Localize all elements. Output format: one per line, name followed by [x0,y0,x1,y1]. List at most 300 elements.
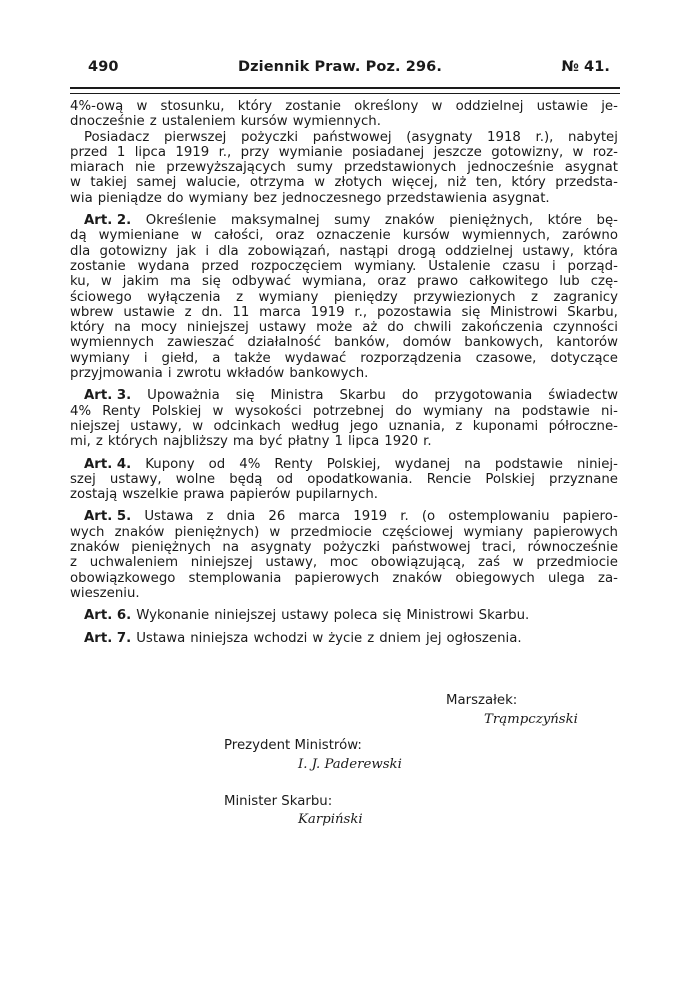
text-line [70,540,618,555]
word: stosunku, [160,99,225,114]
word: zobowiązań, [247,243,331,259]
word: pieniądze [97,190,162,206]
word: samej [136,175,177,191]
word: ustawy, [109,471,162,487]
word: 1 [334,434,343,450]
word: dla [70,243,91,259]
word: całości, [213,228,264,244]
word: w [136,99,148,114]
word: zostanie [70,258,126,274]
word: przyjmowania [70,366,163,382]
word: r.), [535,129,554,145]
word: który [511,175,546,191]
word: w [100,274,112,290]
word: przed [201,258,239,274]
word: szej [70,471,96,487]
marshal-title: Marszałek: [446,693,518,708]
word: maksymalnej [230,213,320,229]
word: wkładów [226,366,285,382]
word: wymieniane [98,228,180,244]
word: w [269,524,281,540]
word: Wykonanie [136,608,210,624]
word: otrzyma [249,175,305,191]
word: jego [349,418,379,434]
word: do [395,403,412,419]
paragraph-gap [70,502,618,509]
word: dą [70,228,87,244]
word: 4% [70,403,92,419]
word: bez [253,190,277,206]
word: zostanie [285,99,341,114]
word: dnocześnie [70,114,145,130]
word: potrzebnej [312,403,385,419]
word: asygnat. [492,190,550,206]
word: uznania, [388,418,445,434]
word: ustawy, [265,555,318,571]
word: porząd- [567,258,618,274]
article-7 [70,631,618,646]
word: zagranicy [553,289,618,305]
word: pierwszej [163,129,227,145]
word: oddzielnej [445,243,514,259]
text-line [70,351,618,366]
word: odcinkach [213,418,281,434]
paragraph-gap [70,381,618,388]
word: od [276,471,294,487]
word: wysokości [234,403,302,419]
word: ogłoszenia. [446,630,522,646]
word: półroczne- [548,418,618,434]
word: jeszcze [433,144,482,160]
word: wydanej [394,456,451,472]
word: przywiezionych [413,289,516,305]
word: miarach [70,160,125,176]
premier-signature: I. J. Paderewski [298,757,402,772]
word: zaś [478,555,501,571]
word: obiegowych [455,570,535,586]
word: częściowej [381,524,454,540]
word: więcej, [391,175,438,191]
word: Skarbu, [567,304,618,320]
word: życie [328,630,363,646]
word: 1 [116,144,126,160]
article-3 [70,388,618,449]
text-line [70,419,618,434]
text-line [70,228,618,243]
word: niż [447,175,467,191]
word: mi, [70,434,91,450]
word: wymiany [463,524,524,540]
word: pupilarnych. [295,487,379,503]
word: z [184,304,192,320]
word: sumy [334,213,371,229]
word: przy [240,144,270,160]
word: przyznane [549,471,618,487]
word: pieniężnych) [174,524,260,540]
word: drogą [397,243,436,259]
text-line [70,434,618,449]
word: wieszeniu. [70,585,140,601]
word: wbrew [70,304,114,320]
word: ustawy, [522,243,574,259]
word: Ministrowi [406,608,474,624]
document-body [70,99,618,646]
word: wia [70,190,93,206]
word: wymiana, [302,274,367,290]
text-line [70,290,618,305]
word: r. [423,434,432,450]
text-line [70,366,618,381]
word: Określenie [145,213,217,229]
text-line [70,509,618,524]
word: dniem [379,630,421,646]
word: jej [425,630,442,646]
word: się [235,388,255,404]
word: wych [70,524,105,540]
page-header [70,57,618,79]
word: chwili [413,320,452,336]
word: Posiadacz [84,129,150,145]
word: marca [298,509,341,525]
text-line [70,571,618,586]
word: przedmiocie [290,524,372,540]
word: papierowych [533,524,618,540]
word: r., [354,304,368,320]
word: ulega [547,570,585,586]
word: w [512,555,524,571]
word: dotyczące [550,350,618,366]
word: wyłączenia [147,289,221,305]
word: 4%-ową [70,99,124,114]
article-6 [70,608,618,623]
word: do [387,320,404,336]
word: zarówno [562,228,618,244]
text-line [70,130,618,145]
word: także [234,350,271,366]
word: poleca [333,608,378,624]
word: kursów [240,114,288,130]
word: aż [362,320,378,336]
word: się [461,304,481,320]
word: pożyczki [240,129,299,145]
word: uchwaleniem [89,555,179,571]
word: lipca [347,434,380,450]
word: pieniężnych [131,540,211,556]
word: Polskiej [151,403,202,419]
word: giełd, [161,350,199,366]
article-5 [70,509,618,601]
word: z [70,555,77,571]
word: oddzielnej [455,99,524,114]
premier-title: Prezydent Ministrów: [224,738,362,753]
word: wymiennych. [292,114,381,130]
treasury-minister-title: Minister Skarbu: [224,794,333,809]
word: bę- [596,213,618,229]
text-line [70,320,618,335]
word: nastąpi [339,243,389,259]
text-line [70,259,618,274]
word: i [551,258,556,274]
word: lipca [134,144,166,160]
text-line [70,555,618,570]
word: w [572,144,584,160]
word: równocześnie [527,540,618,556]
word: Ustawa [136,630,186,646]
word: takiej [90,175,127,191]
word: ten, [475,175,502,191]
word: najbliższy [162,434,228,450]
word: wymiany [422,403,483,419]
word: z [531,289,539,305]
word: kantorów [556,335,618,351]
word: wymianie [278,144,343,160]
word: na [494,403,511,419]
header-rule-thin [70,93,620,94]
word: kuponami [472,418,539,434]
word: jak [176,243,197,259]
text-line [70,274,618,289]
word: (o [421,509,436,525]
article-heading: Art. 3. [84,388,132,404]
word: niniej- [576,456,618,472]
word: je- [601,99,618,114]
word: wolne [175,471,216,487]
word: niniejszej [190,555,253,571]
word: bankowych, [464,335,544,351]
word: niejszej [70,418,120,434]
word: asygnat [564,160,618,176]
word: Ustalenie [428,258,491,274]
word: oraz [275,228,305,244]
word: podstawie [521,403,590,419]
text-line [70,175,618,190]
word: znaków [114,524,165,540]
word: traci, [482,540,517,556]
word: pieniężnych, [449,213,534,229]
word: ustawie [123,304,175,320]
word: wydana [137,258,190,274]
word: wchodzi [253,630,308,646]
journal-title: Dziennik Praw. Poz. 296. [238,59,442,75]
word: papierowych [294,570,380,586]
word: na [114,320,131,336]
word: Kupony [145,456,195,472]
word: zawieszać [167,335,235,351]
word: wszelkie [122,487,179,503]
word: Rencie [426,471,472,487]
article-heading: Art. 7. [84,630,132,646]
word: określony [354,99,419,114]
word: Renty [102,403,141,419]
word: które [547,213,582,229]
word: opodatkowania. [307,471,413,487]
word: banków, [334,335,390,351]
text-line [70,457,618,472]
text-line [70,114,618,129]
article-heading: Art. 5. [84,509,132,525]
word: bankowych. [289,366,369,382]
word: czę- [590,274,618,290]
word: ma [169,274,192,290]
word: pozostawia [376,304,452,320]
word: przedsta- [555,175,618,191]
word: w [431,99,443,114]
word: i [143,350,148,366]
word: do [166,190,184,206]
word: od [208,456,226,472]
word: sumy [296,160,333,176]
text-line [70,191,618,206]
word: podstawie [494,456,563,472]
word: papiero- [562,509,618,525]
word: i [167,366,172,382]
text-line [70,404,618,419]
word: z [455,418,463,434]
article-2 [70,213,618,381]
word: niniejsza [190,630,249,646]
word: Ministrowi [490,304,558,320]
word: pożyczki [323,540,381,556]
word: ściowego [70,289,132,305]
word: przedstawionych [343,160,457,176]
word: walucie, [185,175,241,191]
word: nabytej [567,129,618,145]
paragraph-gap [70,601,618,608]
word: stemplowania [188,570,282,586]
paragraph-gap [70,624,618,631]
word: papierów [229,487,291,503]
paragraph-gap [70,206,618,213]
word: roz- [592,144,618,160]
word: Renty [274,456,313,472]
word: Ustawa [144,509,194,525]
word: 1918 [487,129,521,145]
word: ku, [70,274,90,290]
word: czasowe, [475,350,537,366]
text-line [70,244,618,259]
text-line [70,586,618,601]
issue-number: № 41. [561,59,610,75]
word: znaków [70,540,120,556]
word: świadectw [548,388,618,404]
word: wymiany. [354,258,417,274]
word: Polskiej, [326,456,381,472]
word: (asygnaty [406,129,473,145]
word: całkowitego [469,274,549,290]
word: ostemplowaniu [448,509,550,525]
text-line [70,335,618,350]
word: przygotowania [434,388,533,404]
word: wymiennych, [461,228,551,244]
word: z [236,289,244,305]
text-line [70,305,618,320]
word: przedstawienia [386,190,488,206]
word: może [316,320,353,336]
word: przewyższających [166,160,286,176]
text-line [70,631,618,646]
word: być [258,434,283,450]
word: pieniędzy [333,289,398,305]
word: asygnaty [250,540,312,556]
word: z [367,630,375,646]
word: przed [70,144,108,160]
word: 1920 [384,434,419,450]
word: czynności [552,320,618,336]
word: który [237,99,273,114]
word: ustaleniem [161,114,236,130]
word: państwowej [312,129,392,145]
word: r., [218,144,232,160]
word: gotowizny, [491,144,564,160]
word: kursów [402,228,450,244]
word: rozporządzenia [360,350,462,366]
article-heading: Art. 4. [84,456,132,472]
paragraph [70,130,618,206]
word: Upoważnia [147,388,220,404]
word: mocy [140,320,178,336]
word: rozpoczęciem [250,258,343,274]
word: jakim [122,274,159,290]
page-number: 490 [88,59,119,75]
word: państwowej [391,540,471,556]
word: w [314,175,325,191]
text-line [70,145,618,160]
word: nie [135,160,156,176]
word: zostają [70,487,118,503]
word: dnia [226,509,256,525]
word: Skarbu [339,388,386,404]
word: prawa [183,487,225,503]
marshal-signature: Trąmpczyński [484,712,578,727]
word: posiadanej [351,144,425,160]
word: znaków [392,570,443,586]
word: 1919 [353,509,388,525]
word: działalność [247,335,322,351]
word: i [205,243,210,259]
word: ma [232,434,254,450]
word: a [212,350,221,366]
word: ustawy [258,320,307,336]
paragraph [70,99,618,130]
word: w [191,228,202,244]
word: obowiązkowego [70,570,176,586]
word: się [382,608,402,624]
word: niniejszej [186,320,249,336]
word: wydawać [284,350,347,366]
word: niniejszej [214,608,277,624]
word: oznaczenie [316,228,391,244]
word: wymiany [188,190,249,206]
word: ustawy [281,608,329,624]
word: dla [218,243,239,259]
word: za- [598,570,618,586]
article-heading: Art. 6. [84,608,132,624]
text-line [70,487,618,502]
word: do [401,388,419,404]
article-heading: Art. 2. [84,213,132,229]
text-line [70,160,618,175]
word: wymiany [258,289,319,305]
text-line [70,472,618,487]
word: według [291,418,340,434]
word: płatny [287,434,330,450]
word: w [192,418,204,434]
text-line [70,99,618,114]
word: marca [259,304,301,320]
word: z [206,509,214,525]
text-line [70,213,618,228]
word: w [312,630,324,646]
